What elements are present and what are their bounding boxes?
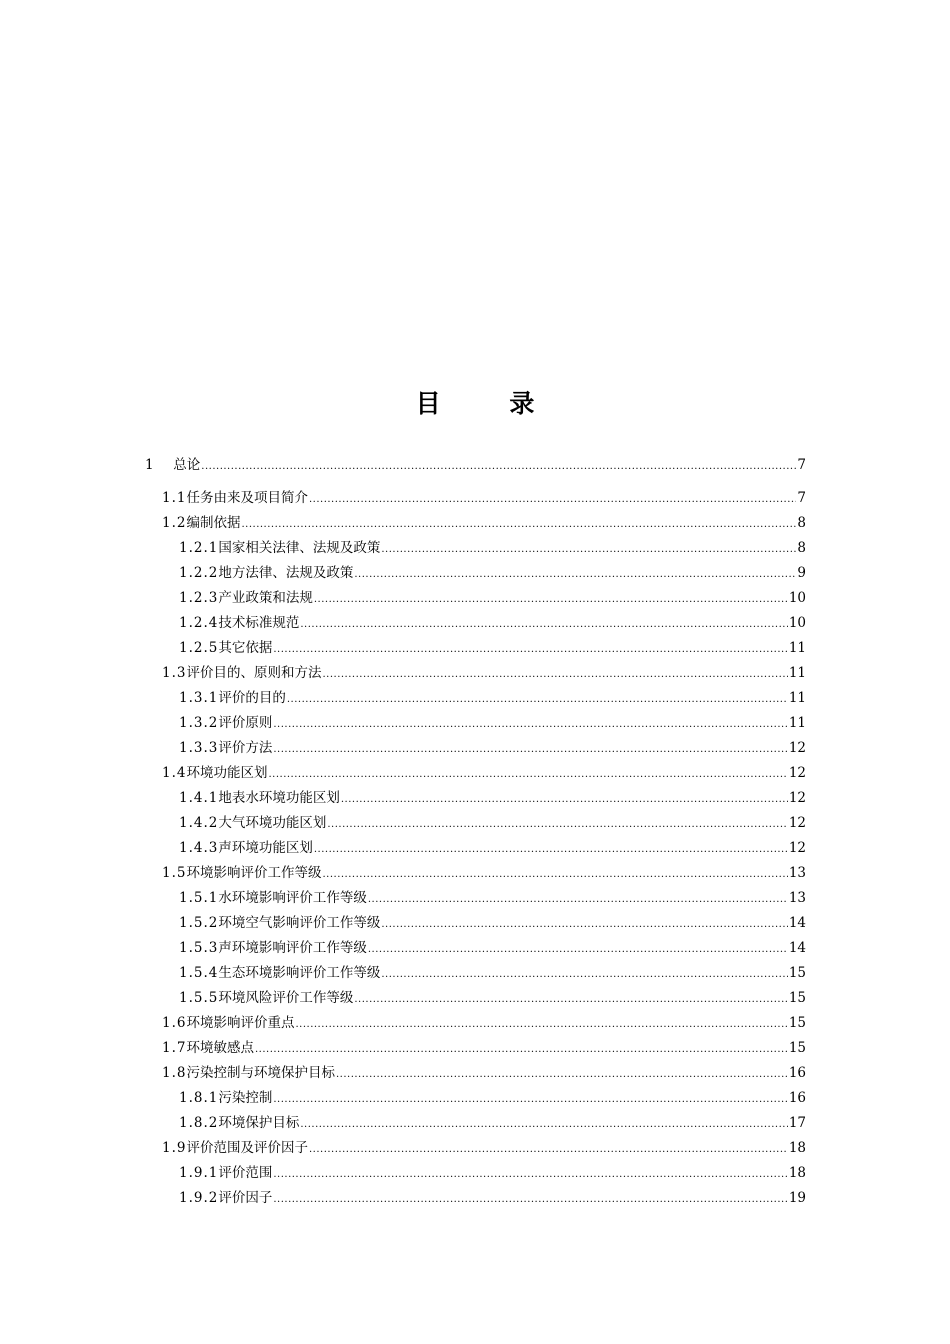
toc-entry-number: 1.3.3: [179, 740, 219, 756]
toc-entry-number: 1.5.3: [179, 940, 219, 956]
toc-entry-title: [179, 611, 299, 636]
toc-entry-label: 评价范围及评价因子: [186, 1140, 308, 1156]
toc-entry-title: [179, 936, 367, 961]
toc-entry-label: 评价方法: [218, 740, 273, 756]
toc-entry-title: [179, 836, 313, 861]
toc-entry-title: [179, 786, 340, 811]
toc-entry-number: 1.2.1: [179, 540, 219, 556]
toc-entry-number: 1.2.4: [179, 615, 219, 631]
toc-entry-page: 16: [788, 1090, 806, 1106]
toc-entry-number: 1.2: [162, 515, 187, 531]
toc-entry-page: 18: [788, 1140, 806, 1156]
dot-leader: [354, 562, 796, 587]
toc-entry-label: 地方法律、法规及政策: [218, 565, 354, 581]
dot-leader: [201, 453, 796, 481]
toc-entry[interactable]: [179, 1161, 806, 1186]
toc-entry-title: [179, 1111, 299, 1136]
toc-entry-page: 11: [788, 640, 806, 656]
toc-entry-title: [179, 561, 353, 586]
toc-entry[interactable]: [179, 611, 806, 636]
dot-leader: [273, 712, 787, 737]
toc-entry-page: 12: [788, 790, 806, 806]
toc-entry-page: 14: [788, 915, 806, 931]
toc-entry-number: 1.8.1: [179, 1090, 219, 1106]
toc-entry[interactable]: [179, 911, 806, 936]
toc-entry-page: 16: [788, 1065, 806, 1081]
toc-entry-page: 11: [788, 690, 806, 706]
toc-entry-label: 地表水环境功能区划: [218, 790, 340, 806]
toc-entry[interactable]: [179, 886, 806, 911]
toc-entry[interactable]: [162, 1061, 806, 1086]
toc-entry-label: 编制依据: [186, 515, 241, 531]
dot-leader: [255, 1037, 788, 1062]
dot-leader: [273, 637, 787, 662]
dot-leader: [273, 1187, 787, 1212]
toc-entry-title: [179, 911, 380, 936]
dot-leader: [314, 587, 788, 612]
toc-entry[interactable]: [179, 636, 806, 661]
toc-entry-title: [179, 686, 286, 711]
toc-entry-label: 评价范围: [218, 1165, 273, 1181]
toc-entry-number: 1.8: [162, 1065, 187, 1081]
toc-entry-title: [179, 886, 367, 911]
toc-entry-number: 1.9.1: [179, 1165, 219, 1181]
toc-entry-title: [179, 1161, 272, 1186]
toc-entry-label: 国家相关法律、法规及政策: [218, 540, 381, 556]
toc-entry-page: 15: [788, 990, 806, 1006]
toc-entry-title: [179, 986, 353, 1011]
dot-leader: [273, 1087, 787, 1112]
toc-entry[interactable]: [179, 586, 806, 611]
toc-entry-page: 12: [788, 815, 806, 831]
toc-entry-title: [162, 1061, 335, 1086]
toc-entry-title: [162, 511, 240, 536]
toc-entry-title: [179, 736, 272, 761]
toc-entry-page: 17: [788, 1115, 806, 1131]
table-of-contents: [0, 451, 950, 1211]
toc-entry-number: 1.4.1: [179, 790, 219, 806]
toc-entry[interactable]: [179, 1186, 806, 1211]
toc-entry-label: 环境影响评价工作等级: [186, 865, 322, 881]
toc-entry-title: [162, 1136, 308, 1161]
toc-entry-page: 8: [797, 540, 806, 556]
toc-entry[interactable]: [162, 486, 806, 511]
toc-entry[interactable]: [162, 861, 806, 886]
toc-entry-label: 环境保护目标: [218, 1115, 300, 1131]
toc-entry-label: 声环境影响评价工作等级: [218, 940, 367, 956]
dot-leader: [300, 1112, 787, 1137]
toc-entry[interactable]: [162, 1036, 806, 1061]
toc-entry-number: 1.8.2: [179, 1115, 219, 1131]
toc-entry-title: [179, 811, 326, 836]
toc-entry-number: 1.4.3: [179, 840, 219, 856]
toc-entry-page: 15: [788, 1015, 806, 1031]
toc-entry-number: 1.2.5: [179, 640, 219, 656]
toc-entry-page: 15: [788, 965, 806, 981]
toc-entry[interactable]: [179, 786, 806, 811]
toc-entry-page: 8: [797, 515, 806, 531]
dot-leader: [381, 912, 787, 937]
toc-entry-label: 总论: [169, 457, 201, 473]
toc-entry-label: 评价的目的: [218, 690, 286, 706]
toc-entry-title: [162, 761, 267, 786]
toc-entry-label: 产业政策和法规: [218, 590, 313, 606]
dot-leader: [368, 887, 788, 912]
toc-entry-title: [179, 961, 380, 986]
toc-entry-title: [162, 1036, 254, 1061]
toc-entry-title: [179, 636, 272, 661]
toc-entry-page: 13: [788, 865, 806, 881]
toc-entry[interactable]: [162, 1011, 806, 1036]
toc-entry-title: [162, 661, 321, 686]
toc-entry-label: 其它依据: [218, 640, 273, 656]
toc-entry-page: 9: [797, 565, 806, 581]
toc-entry-title: [179, 1086, 272, 1111]
toc-entry-label: 环境敏感点: [186, 1040, 254, 1056]
toc-entry[interactable]: [179, 986, 806, 1011]
toc-entry-page: 7: [797, 490, 806, 506]
toc-entry-label: 大气环境功能区划: [218, 815, 327, 831]
toc-entry[interactable]: [179, 536, 806, 561]
dot-leader: [322, 862, 787, 887]
toc-entry[interactable]: [162, 661, 806, 686]
toc-entry-page: 13: [788, 890, 806, 906]
toc-entry-page: 10: [788, 615, 806, 631]
dot-leader: [368, 937, 788, 962]
toc-entry[interactable]: [179, 1086, 806, 1111]
toc-entry-title: [179, 536, 380, 561]
toc-entry[interactable]: [179, 736, 806, 761]
toc-entry-page: 12: [788, 840, 806, 856]
dot-leader: [241, 512, 796, 537]
toc-entry-number: 1.5.1: [179, 890, 219, 906]
toc-entry-number: 1.4.2: [179, 815, 219, 831]
toc-entry-title: [179, 711, 272, 736]
toc-entry-number: 1.2.3: [179, 590, 219, 606]
dot-leader: [314, 837, 788, 862]
toc-entry-page: 14: [788, 940, 806, 956]
toc-entry-number: 1.1: [162, 490, 187, 506]
toc-entry[interactable]: [179, 936, 806, 961]
dot-leader: [273, 737, 787, 762]
toc-entry-number: 1.9.2: [179, 1190, 219, 1206]
toc-entry-page: 11: [788, 715, 806, 731]
dot-leader: [322, 662, 787, 687]
toc-entry-page: 15: [788, 1040, 806, 1056]
toc-entry-page: 7: [797, 457, 806, 473]
dot-leader: [354, 987, 787, 1012]
toc-entry-number: 1.5.4: [179, 965, 219, 981]
toc-entry-title: [162, 861, 321, 886]
toc-entry-label: 环境风险评价工作等级: [218, 990, 354, 1006]
toc-entry-label: 水环境影响评价工作等级: [218, 890, 367, 906]
toc-entry[interactable]: [145, 451, 806, 486]
toc-entry[interactable]: [179, 686, 806, 711]
toc-entry-number: 1.3: [162, 665, 187, 681]
toc-entry[interactable]: [179, 811, 806, 836]
toc-entry-page: 12: [788, 765, 806, 781]
toc-entry-number: 1.2.2: [179, 565, 219, 581]
toc-entry-label: 声环境功能区划: [218, 840, 313, 856]
toc-entry-page: 18: [788, 1165, 806, 1181]
toc-entry-title: [162, 486, 308, 511]
toc-entry-page: 11: [788, 665, 806, 681]
toc-entry-label: 环境空气影响评价工作等级: [218, 915, 381, 931]
dot-leader: [309, 1137, 788, 1162]
toc-entry-number: 1: [145, 457, 155, 473]
dot-leader: [300, 612, 787, 637]
dot-leader: [287, 687, 788, 712]
dot-leader: [268, 762, 787, 787]
dot-leader: [381, 962, 787, 987]
toc-entry-label: 评价因子: [218, 1190, 273, 1206]
toc-entry-label: 污染控制: [218, 1090, 273, 1106]
toc-entry-number: 1.9: [162, 1140, 187, 1156]
toc-entry-number: 1.3.2: [179, 715, 219, 731]
toc-entry[interactable]: [179, 1111, 806, 1136]
toc-entry-title: [162, 1011, 294, 1036]
toc-entry[interactable]: [179, 961, 806, 986]
toc-entry-label: 污染控制与环境保护目标: [186, 1065, 335, 1081]
toc-entry[interactable]: [179, 711, 806, 736]
toc-entry[interactable]: [162, 511, 806, 536]
toc-entry-label: 评价目的、原则和方法: [186, 665, 322, 681]
dot-leader: [273, 1162, 787, 1187]
toc-entry-page: 10: [788, 590, 806, 606]
toc-entry-number: 1.5.2: [179, 915, 219, 931]
toc-entry-number: 1.6: [162, 1015, 187, 1031]
toc-entry-number: 1.5.5: [179, 990, 219, 1006]
dot-leader: [341, 787, 788, 812]
toc-entry[interactable]: [179, 561, 806, 586]
toc-entry-number: 1.4: [162, 765, 187, 781]
toc-entry-label: 生态环境影响评价工作等级: [218, 965, 381, 981]
dot-leader: [327, 812, 787, 837]
toc-entry-number: 1.3.1: [179, 690, 219, 706]
toc-entry-label: 技术标准规范: [218, 615, 300, 631]
toc-entry-label: 环境影响评价重点: [186, 1015, 295, 1031]
dot-leader: [336, 1062, 788, 1087]
toc-entry[interactable]: [162, 761, 806, 786]
toc-entry-title: [145, 451, 200, 479]
toc-entry-label: 任务由来及项目简介: [186, 490, 308, 506]
toc-entry-title: [179, 1186, 272, 1211]
toc-entry-page: 12: [788, 740, 806, 756]
toc-entry-number: 1.5: [162, 865, 187, 881]
dot-leader: [295, 1012, 787, 1037]
dot-leader: [309, 487, 796, 512]
toc-entry[interactable]: [162, 1136, 806, 1161]
toc-entry-title: [179, 586, 313, 611]
toc-title: 目 录: [415, 389, 565, 418]
dot-leader: [381, 537, 796, 562]
toc-entry-label: 环境功能区划: [186, 765, 268, 781]
toc-entry-label: 评价原则: [218, 715, 273, 731]
toc-entry[interactable]: [179, 836, 806, 861]
toc-entry-number: 1.7: [162, 1040, 187, 1056]
toc-entry-page: 19: [788, 1190, 806, 1206]
